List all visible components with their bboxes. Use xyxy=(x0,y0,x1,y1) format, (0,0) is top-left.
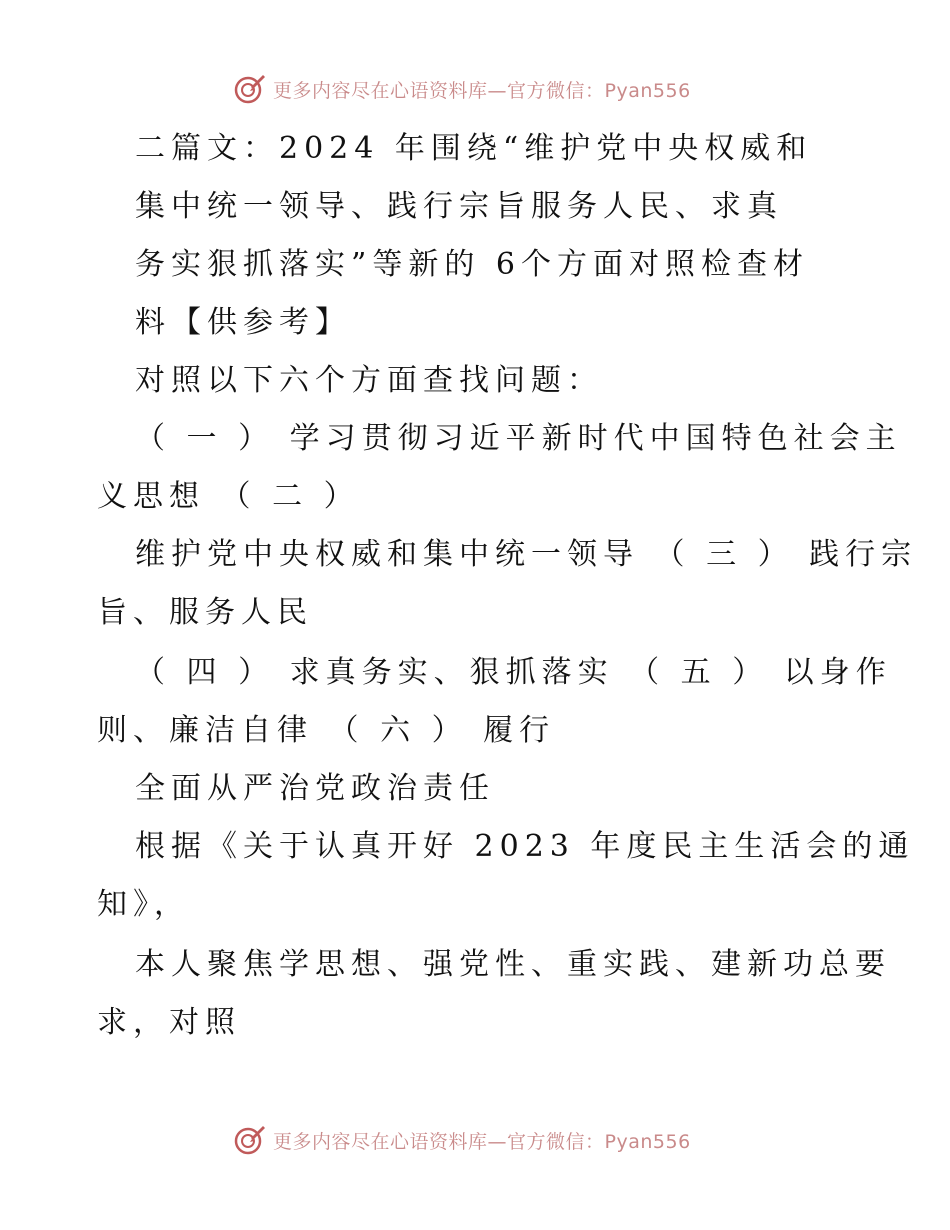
pen-logo-icon xyxy=(233,1123,267,1157)
doc-paragraph-line: 求，对照 xyxy=(97,1005,241,1040)
watermark-account: Pyan556 xyxy=(604,79,691,102)
doc-paragraph-line: 对照以下六个方面查找问题： xyxy=(135,363,603,398)
doc-paragraph-line: 义思想 （ 二 ） xyxy=(97,479,360,514)
watermark-account: Pyan556 xyxy=(604,1130,691,1153)
watermark-text xyxy=(273,76,691,103)
doc-title-line-4: 料【供参考】 xyxy=(135,305,351,340)
pen-logo-icon xyxy=(233,72,267,106)
doc-title-line-1: 二篇文：2024 年围绕“维护党中央权威和 xyxy=(135,131,813,166)
doc-title-line-3: 务实狠抓落实”等新的 6个方面对照检查材 xyxy=(135,247,809,282)
footer-watermark xyxy=(233,1121,691,1159)
doc-paragraph-line: （ 一 ） 学习贯彻习近平新时代中国特色社会主 xyxy=(135,421,902,456)
watermark-label: 更多内容尽在心语资料库—官方微信： xyxy=(273,1130,605,1153)
doc-paragraph-line: 知》， xyxy=(97,887,190,922)
doc-paragraph-line: （ 四 ） 求真务实、狠抓落实 （ 五 ） 以身作 xyxy=(135,655,892,690)
doc-paragraph-line: 旨、服务人民 xyxy=(97,595,313,630)
doc-paragraph-line: 全面从严治党政治责任 xyxy=(135,771,495,806)
watermark-label: 更多内容尽在心语资料库—官方微信： xyxy=(273,79,605,102)
doc-paragraph-line: 本人聚焦学思想、强党性、重实践、建新功总要 xyxy=(135,947,891,982)
header-watermark xyxy=(233,70,691,108)
doc-paragraph-line: 根据《关于认真开好 2023 年度民主生活会的通 xyxy=(135,829,915,864)
watermark-text xyxy=(273,1127,691,1154)
doc-paragraph-line: 则、廉洁自律 （ 六 ） 履行 xyxy=(97,713,556,748)
doc-title-line-2: 集中统一领导、践行宗旨服务人民、求真 xyxy=(135,189,783,224)
doc-paragraph-line: 维护党中央权威和集中统一领导 （ 三 ） 践行宗 xyxy=(135,537,918,572)
